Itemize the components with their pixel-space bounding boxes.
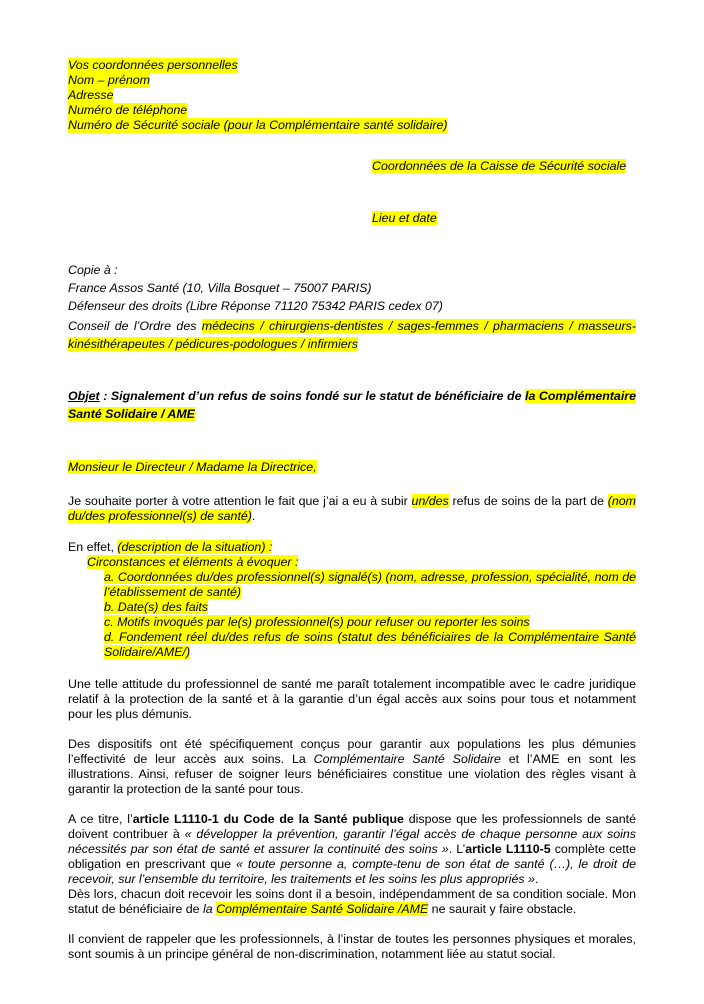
- italic-run: « toute personne a, compte-tenu de son état de santé (…), le droit de recevoir, sur l’ensemble du territoire, les traitements et les soins les plus appropriés »: [68, 857, 636, 886]
- situation-item-d: [104, 630, 636, 660]
- text-run: refus de soins de la part de: [448, 494, 608, 508]
- bold-run: article L1110-5: [465, 842, 551, 856]
- recipient-block: [372, 159, 636, 174]
- salutation-text: Monsieur le Directeur / Madame la Directrice,: [68, 460, 317, 474]
- situation-intro: [68, 540, 636, 555]
- circumstances-heading: [87, 555, 636, 570]
- highlight-run: (description de la situation) :: [117, 540, 273, 554]
- text-run: . L’: [448, 842, 466, 856]
- highlight-run: (nom du/des professionnel(s) de santé): [68, 494, 636, 523]
- subject-line: [68, 387, 636, 423]
- paragraph-6: Il convient de rappeler que les professionnels, à l’instar de toutes les personnes physiques et morales, sont soumis à un principe général de non-discrimination, notamment liée au statut social.: [68, 932, 636, 961]
- paragraph-5: [68, 887, 636, 917]
- copy-heading: Copie à :: [68, 263, 118, 277]
- text-run: En effet,: [68, 540, 118, 554]
- copy-line-highlight: médecins / chirurgiens-dentistes / sages-femmes / pharmaciens / masseurs-kinésithérapeutes / pédicures-podologues / infirmiers: [68, 319, 636, 351]
- highlight-run: a. Coordonnées du/des professionnel(s) signalé(s) (nom, adresse, profession, spécialité, nom de l’établissement de santé): [104, 570, 636, 599]
- situation-block: [68, 540, 636, 660]
- paragraph-1: [68, 494, 636, 524]
- highlight-run: c. Motifs invoqués par le(s) professionnel(s) pour refuser ou reporter les soins: [104, 615, 530, 629]
- text-run: complète cette obligation en prescrivant que: [68, 842, 636, 871]
- italic-run: Complémentaire Santé Solidaire: [313, 752, 501, 766]
- text-run: ne saurait y faire obstacle.: [428, 902, 577, 916]
- bold-run: article L1110-1 du Code de la Santé publique: [132, 812, 404, 826]
- salutation: [68, 460, 636, 475]
- sender-line: Numéro de téléphone: [68, 103, 188, 117]
- place-date-line: Lieu et date: [372, 211, 437, 225]
- sender-line: Nom – prénom: [68, 73, 150, 87]
- copy-block: [68, 263, 636, 353]
- sender-block: [68, 58, 636, 133]
- highlight-run: b. Date(s) des faits: [104, 600, 208, 614]
- text-run: Dès lors, chacun doit recevoir les soins dont il a besoin, indépendamment de sa condition sociale. Mon statut de bénéficiaire de: [68, 887, 636, 916]
- situation-item-c: [104, 615, 636, 630]
- paragraph-2: Une telle attitude du professionnel de santé me paraît totalement incompatible avec le cadre juridique relatif à la protection de la santé et à la garantie d’un égal accès aux soins pour tous et notamment pour les plus démunis.: [68, 677, 636, 721]
- copy-line: Défenseur des droits (Libre Réponse 71120 75342 PARIS cedex 07): [68, 299, 443, 313]
- text-run: dispose que les professionnels de santé doivent contribuer à: [68, 812, 636, 841]
- place-date-block: [372, 211, 636, 226]
- text-run: .: [534, 872, 539, 886]
- highlight-run: Complémentaire Santé Solidaire /AME: [216, 902, 429, 916]
- recipient-line: Coordonnées de la Caisse de Sécurité sociale: [372, 159, 627, 173]
- text-run: .: [251, 509, 256, 523]
- text-run: et l’AME en sont les illustrations. Ainsi, refuser de soigner leurs bénéficiaires constitue une violation des règles visant à garantir la protection de la santé pour tous.: [68, 752, 636, 796]
- subject-text: : Signalement d’un refus de soins fondé sur le statut de bénéficiaire de: [99, 389, 526, 403]
- italic-run: « développer la prévention, garantir l’égal accès de chaque personne aux soins nécessités par son état de santé et assurer la continuité des soins »: [68, 827, 636, 856]
- italic-run: la: [203, 902, 217, 916]
- highlight-run: un/des: [411, 494, 449, 508]
- text-run: Je souhaite porter à votre attention le fait que j’ai a eu à subir: [68, 494, 412, 508]
- situation-item-a: [104, 570, 636, 600]
- situation-item-b: [104, 600, 636, 615]
- text-run: Des dispositifs ont été spécifiquement conçus pour garantir aux populations les plus démunies l’effectivité de leur accès aux soins. La: [68, 737, 636, 766]
- subject-highlight: la Complémentaire Santé Solidaire / AME: [68, 389, 636, 421]
- highlight-run: d. Fondement réel du/des refus de soins (statut des bénéficiaires de la Complémentaire Santé Solidaire/AME/): [104, 630, 636, 659]
- highlight-run: Circonstances et éléments à évoquer :: [87, 555, 299, 569]
- subject-label: Objet: [68, 389, 100, 403]
- paragraph-3: [68, 737, 636, 797]
- copy-line-prefix: Conseil de l’Ordre des: [68, 319, 197, 333]
- paragraph-4: [68, 812, 636, 887]
- sender-line: Vos coordonnées personnelles: [68, 58, 238, 72]
- sender-line: Adresse: [68, 88, 114, 102]
- copy-line: France Assos Santé (10, Villa Bosquet – 75007 PARIS): [68, 281, 372, 295]
- text-run: A ce titre, l’: [68, 812, 133, 826]
- copy-line: [68, 317, 636, 353]
- sender-line: Numéro de Sécurité sociale (pour la Complémentaire santé solidaire): [68, 118, 448, 132]
